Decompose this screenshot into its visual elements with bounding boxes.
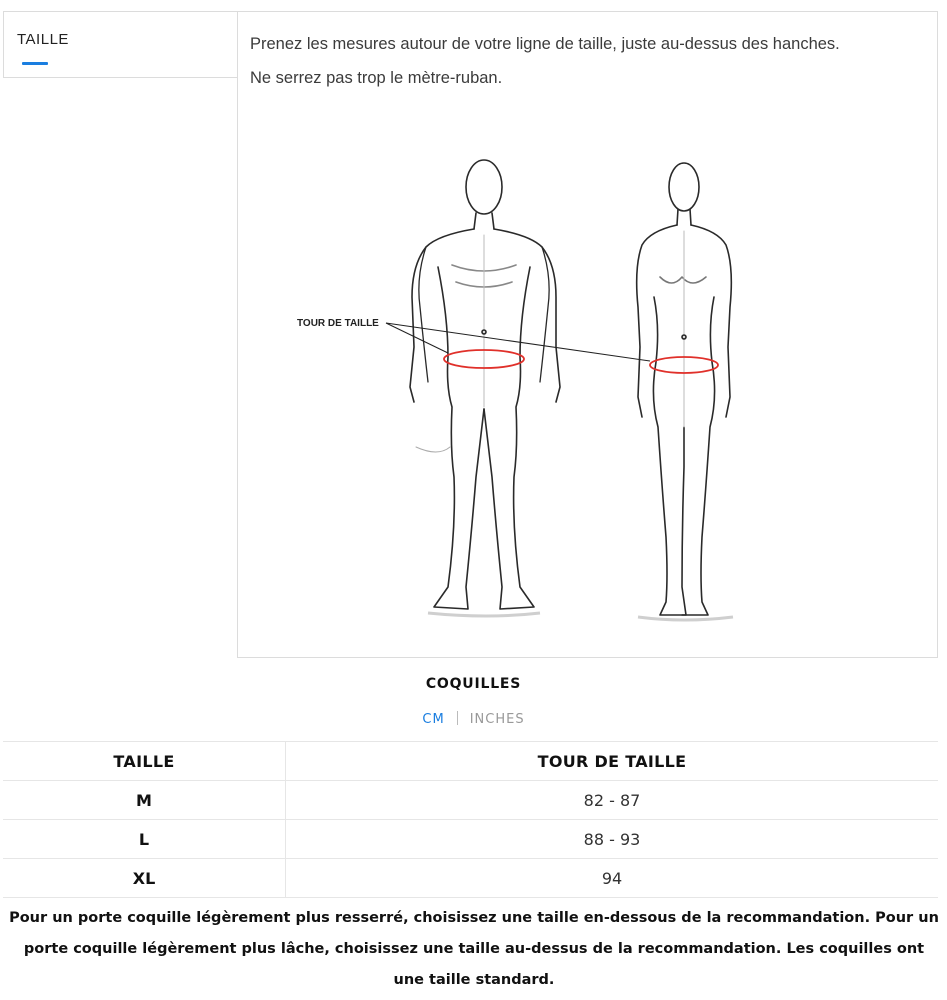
- size-cell: M: [3, 781, 286, 820]
- size-cell: XL: [3, 859, 286, 898]
- female-figure: [637, 163, 732, 615]
- active-tab-indicator: [22, 62, 48, 65]
- tab-label: TAILLE: [17, 31, 69, 48]
- sizing-note: Pour un porte coquille légèrement plus resserré, choisissez une taille en-dessous de la recommandation. Pour un porte coquille légèrement plus lâche, choisissez une taille au-dessus de la recommandation. Les coquilles ont une taille standard.: [9, 910, 939, 988]
- unit-toggle: [0, 711, 947, 727]
- table-header-row: [3, 742, 938, 781]
- unit-cm-button[interactable]: CM: [422, 712, 445, 727]
- male-figure: [410, 160, 560, 609]
- waist-cell: 88 - 93: [286, 820, 939, 859]
- tab-taille[interactable]: [3, 11, 238, 78]
- instruction-line-1: Prenez les mesures autour de votre ligne de taille, juste au-dessus des hanches.: [250, 35, 840, 53]
- table-row: [3, 820, 938, 859]
- unit-inches-button[interactable]: INCHES: [469, 712, 525, 727]
- table-title: COQUILLES: [425, 676, 522, 692]
- table-row: [3, 781, 938, 820]
- waist-cell: 82 - 87: [286, 781, 939, 820]
- unit-divider: [457, 711, 458, 725]
- header-waist: TOUR DE TAILLE: [286, 742, 939, 781]
- waist-label: TOUR DE TAILLE: [297, 318, 379, 329]
- table-row: [3, 859, 938, 898]
- header-size: TAILLE: [3, 742, 286, 781]
- size-cell: L: [3, 820, 286, 859]
- measurement-panel: [237, 11, 938, 658]
- waist-markers: [444, 350, 718, 373]
- size-table: [3, 741, 938, 898]
- instruction-line-2: Ne serrez pas trop le mètre-ruban.: [250, 69, 503, 87]
- body-measurement-illustration: [288, 147, 748, 627]
- waist-cell: 94: [286, 859, 939, 898]
